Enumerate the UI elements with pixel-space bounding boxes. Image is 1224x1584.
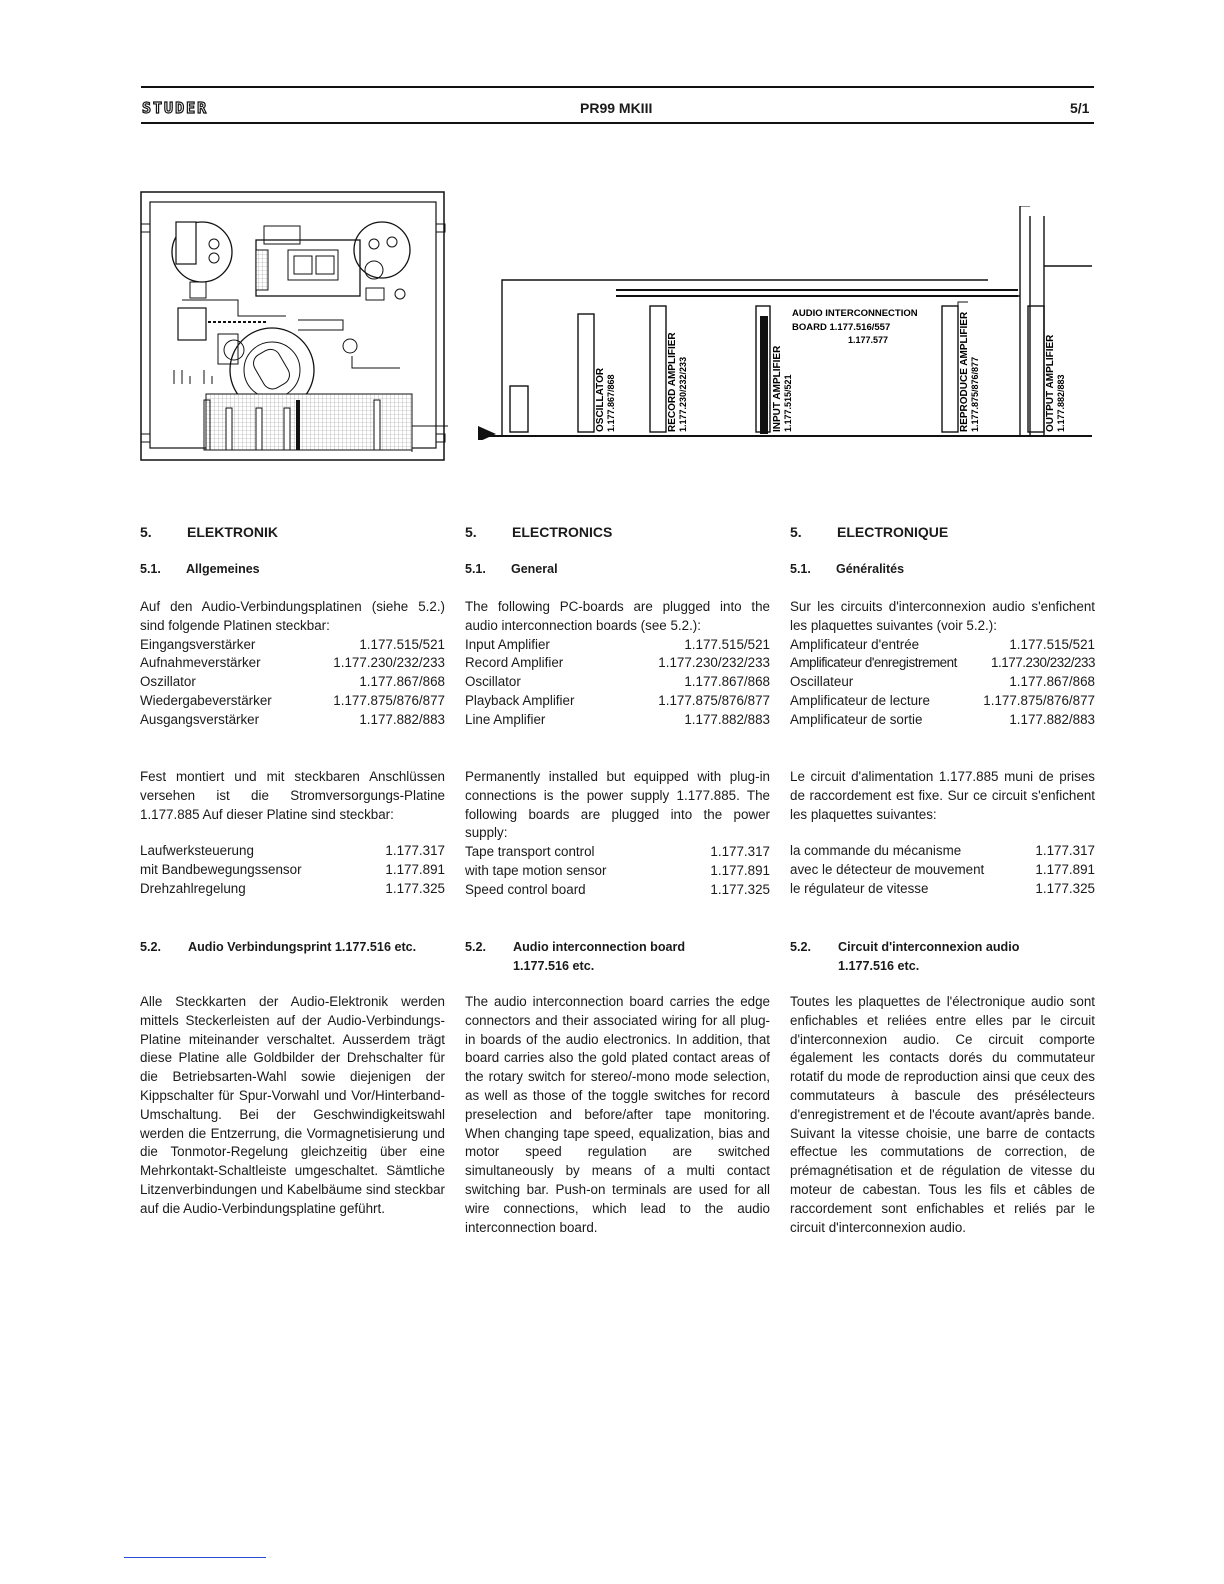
list-item: la commande du mécanisme 1.177.317: [790, 843, 1095, 859]
list-item: Amplificateur d'enregistrement 1.177.230/232/233: [790, 655, 1095, 671]
german-52-title: Audio Verbindungsprint 1.177.516 etc.: [188, 940, 417, 954]
english-section-number: 5.: [465, 524, 477, 540]
list-item: Line Amplifier 1.177.882/883: [465, 711, 770, 727]
english-52-title-line2: 1.177.516 etc.: [513, 959, 595, 973]
list-item: Amplificateur de lecture 1.177.875/876/877: [790, 692, 1095, 708]
german-board-list: [140, 598, 445, 730]
list-item: Record Amplifier 1.177.230/232/233: [465, 655, 770, 671]
english-subsection-title: General: [511, 562, 558, 576]
english-power-text: Permanently installed but equipped with plug-in connections is the power supply 1.177.885. The following boards are plugged into the power supply:: [465, 769, 770, 841]
list-item: Drehzahlregelung 1.177.325: [140, 880, 445, 896]
german-intro-text: Auf den Audio-Verbindungsplatinen (siehe 5.2.) sind folgende Platinen steckbar:: [140, 599, 445, 633]
german-power-text: Fest montiert und mit steckbaren Anschlüssen versehen ist die Stromversorgungs-Platine 1.177.885 Auf dieser Platine sind steckbar:: [140, 769, 445, 822]
french-section-number: 5.: [790, 524, 802, 540]
studer-logo: STUDER: [142, 99, 209, 117]
french-52-body: [790, 993, 1095, 1237]
header-bottom-rule: [141, 122, 1094, 124]
english-section-title: ELECTRONICS: [512, 524, 613, 540]
slot-record-amplifier-number: 1.177.230/232/233: [678, 356, 688, 432]
english-subsection-heading: [465, 562, 558, 576]
french-section-heading: [790, 524, 948, 540]
list-item: Input Amplifier 1.177.515/521: [465, 636, 770, 652]
slot-output-amplifier-name: OUTPUT AMPLIFIER: [1045, 334, 1056, 432]
slot-input-amplifier-number: 1.177.515/521: [783, 374, 793, 432]
list-item: mit Bandbewegungssensor 1.177.891: [140, 862, 445, 878]
french-52-text: Toutes les plaquettes de l'électronique audio sont enfichables et reliées entre elles par le circuit d'interconnexion audio. Ce circuit comporte également les contacts dorés du commutateur rotatif du mode de reproduction ainsi que ceux des commutateurs à bascule des présélecteurs d'enregistrement et de l'écoute avant/après bande. Suivant la vitesse choisie, une barre de contacts effectue les commutations de correction, de prémagnétisation et de régulation de vitesse du moteur de cabestan. Tous les fils et câbles de raccordement sont enfichables et reliés par le circuit d'interconnexion audio.: [790, 994, 1095, 1235]
list-item: Tape transport control 1.177.317: [465, 844, 770, 860]
english-52-text: The audio interconnection board carries the edge connectors and their associated wiring for all plug-in boards of the audio electronics. In addition, that board carries also the gold plated contact areas of the rotary switch for stereo/-mono mode selection, as well as those of the toggle switches for record preselection and before/after tape monitoring. When changing tape speed, equalization, bias and motor speed regulation are switched simultaneously by means of a multi contact switching bar. Push-on terminals are used for all wire connections, which lead to the audio interconnection board.: [465, 994, 770, 1235]
footer-rule: [124, 1557, 266, 1558]
french-subsection-title: Généralités: [836, 562, 905, 576]
french-power-text: Le circuit d'alimentation 1.177.885 muni de prises de raccordement est fixe. Sur ce circuit s'enfichent les plaquettes suivantes:: [790, 769, 1095, 822]
slot-reproduce-amplifier-name: REPRODUCE AMPLIFIER: [959, 311, 970, 432]
header-top-rule: [141, 86, 1094, 88]
german-52-heading: [140, 938, 450, 957]
english-board-list: [465, 598, 770, 730]
list-item: Laufwerksteuerung 1.177.317: [140, 843, 445, 859]
machine-top-view-drawing: [138, 190, 448, 464]
english-subsection-number: 5.1.: [465, 562, 486, 576]
board-title-line2: BOARD 1.177.516/557: [792, 322, 891, 333]
french-subsection-number: 5.1.: [790, 562, 811, 576]
french-section-title: ELECTRONIQUE: [837, 524, 949, 540]
list-item: with tape motion sensor 1.177.891: [465, 862, 770, 878]
list-item: Ausgangsverstärker 1.177.882/883: [140, 711, 445, 727]
slot-reproduce-amplifier-number: 1.177.875/876/877: [970, 356, 980, 432]
german-52-body: [140, 993, 445, 1219]
french-board-list: [790, 598, 1095, 730]
list-item: Aufnahmeverstärker 1.177.230/232/233: [140, 655, 445, 671]
german-52-text: Alle Steckkarten der Audio-Elektronik werden mittels Steckerleisten auf der Audio-Verbindungs-Platine miteinander verschaltet. Ausserdem trägt diese Platine alle Goldbilder der Drehschalter für die Betriebsarten-Wahl sowie diejenigen der Kippschalter für Spur-Vorwahl und Vor/Hinterband-Umschaltung. Bei der Geschwindigkeitswahl werden die Entzerrung, die Vormagnetisierung und die Tonmotor-Regelung gleichzeitig über eine Mehrkontakt-Schaltleiste umgeschaltet. Sämtliche Litzenverbindungen und Kabelbäume sind steckbar auf die Audio-Verbindungsplatine geführt.: [140, 994, 445, 1216]
english-power-supply: [465, 768, 770, 900]
list-item: Amplificateur de sortie 1.177.882/883: [790, 711, 1095, 727]
french-52-number: 5.2.: [790, 940, 812, 954]
german-section-title: ELEKTRONIK: [187, 524, 278, 540]
french-52-heading: [790, 938, 1100, 976]
board-title-line1: AUDIO INTERCONNECTION: [792, 308, 918, 319]
slot-record-amplifier-name: RECORD AMPLIFIER: [667, 332, 678, 432]
list-item: Wiedergabeverstärker 1.177.875/876/877: [140, 692, 445, 708]
page-model-title: PR99 MKIII: [580, 100, 653, 116]
list-item: Amplificateur d'entrée 1.177.515/521: [790, 636, 1095, 652]
slot-oscillator-number: 1.177.867/868: [606, 374, 616, 432]
slot-output-amplifier-number: 1.177.882/883: [1056, 374, 1066, 432]
french-52-title-line2: 1.177.516 etc.: [838, 959, 920, 973]
list-item: Speed control board 1.177.325: [465, 881, 770, 897]
french-subsection-heading: [790, 562, 904, 576]
french-intro-text: Sur les circuits d'interconnexion audio s'enfichent les plaquettes suivantes (voir 5.2.):: [790, 599, 1095, 633]
list-item: Playback Amplifier 1.177.875/876/877: [465, 692, 770, 708]
list-item: Oszillator 1.177.867/868: [140, 674, 445, 690]
english-intro-text: The following PC-boards are plugged into the audio interconnection boards (see 5.2.):: [465, 599, 770, 633]
list-item: Eingangsverstärker 1.177.515/521: [140, 636, 445, 652]
slot-oscillator-name: OSCILLATOR: [595, 367, 606, 432]
english-52-title-line1: Audio interconnection board: [513, 940, 686, 954]
german-subsection-heading: [140, 562, 260, 576]
german-52-number: 5.2.: [140, 940, 162, 954]
slot-input-amplifier-name: INPUT AMPLIFIER: [772, 345, 783, 432]
english-52-number: 5.2.: [465, 940, 487, 954]
english-52-body: [465, 993, 770, 1237]
list-item: le régulateur de vitesse 1.177.325: [790, 880, 1095, 896]
board-title-line3: 1.177.577: [848, 335, 889, 345]
german-power-supply: [140, 768, 445, 899]
german-section-number: 5.: [140, 524, 152, 540]
french-power-supply: [790, 768, 1095, 899]
list-item: Oscillateur 1.177.867/868: [790, 674, 1095, 690]
list-item: Oscillator 1.177.867/868: [465, 674, 770, 690]
german-subsection-number: 5.1.: [140, 562, 161, 576]
french-52-title-line1: Circuit d'interconnexion audio: [838, 940, 1020, 954]
page-number: 5/1: [1070, 100, 1090, 116]
german-subsection-title: Allgemeines: [186, 562, 260, 576]
german-section-heading: [140, 524, 278, 540]
english-52-heading: [465, 938, 775, 976]
english-section-heading: [465, 524, 612, 540]
audio-board-side-view-diagram: [470, 206, 1096, 440]
list-item: avec le détecteur de mouvement 1.177.891: [790, 862, 1095, 878]
